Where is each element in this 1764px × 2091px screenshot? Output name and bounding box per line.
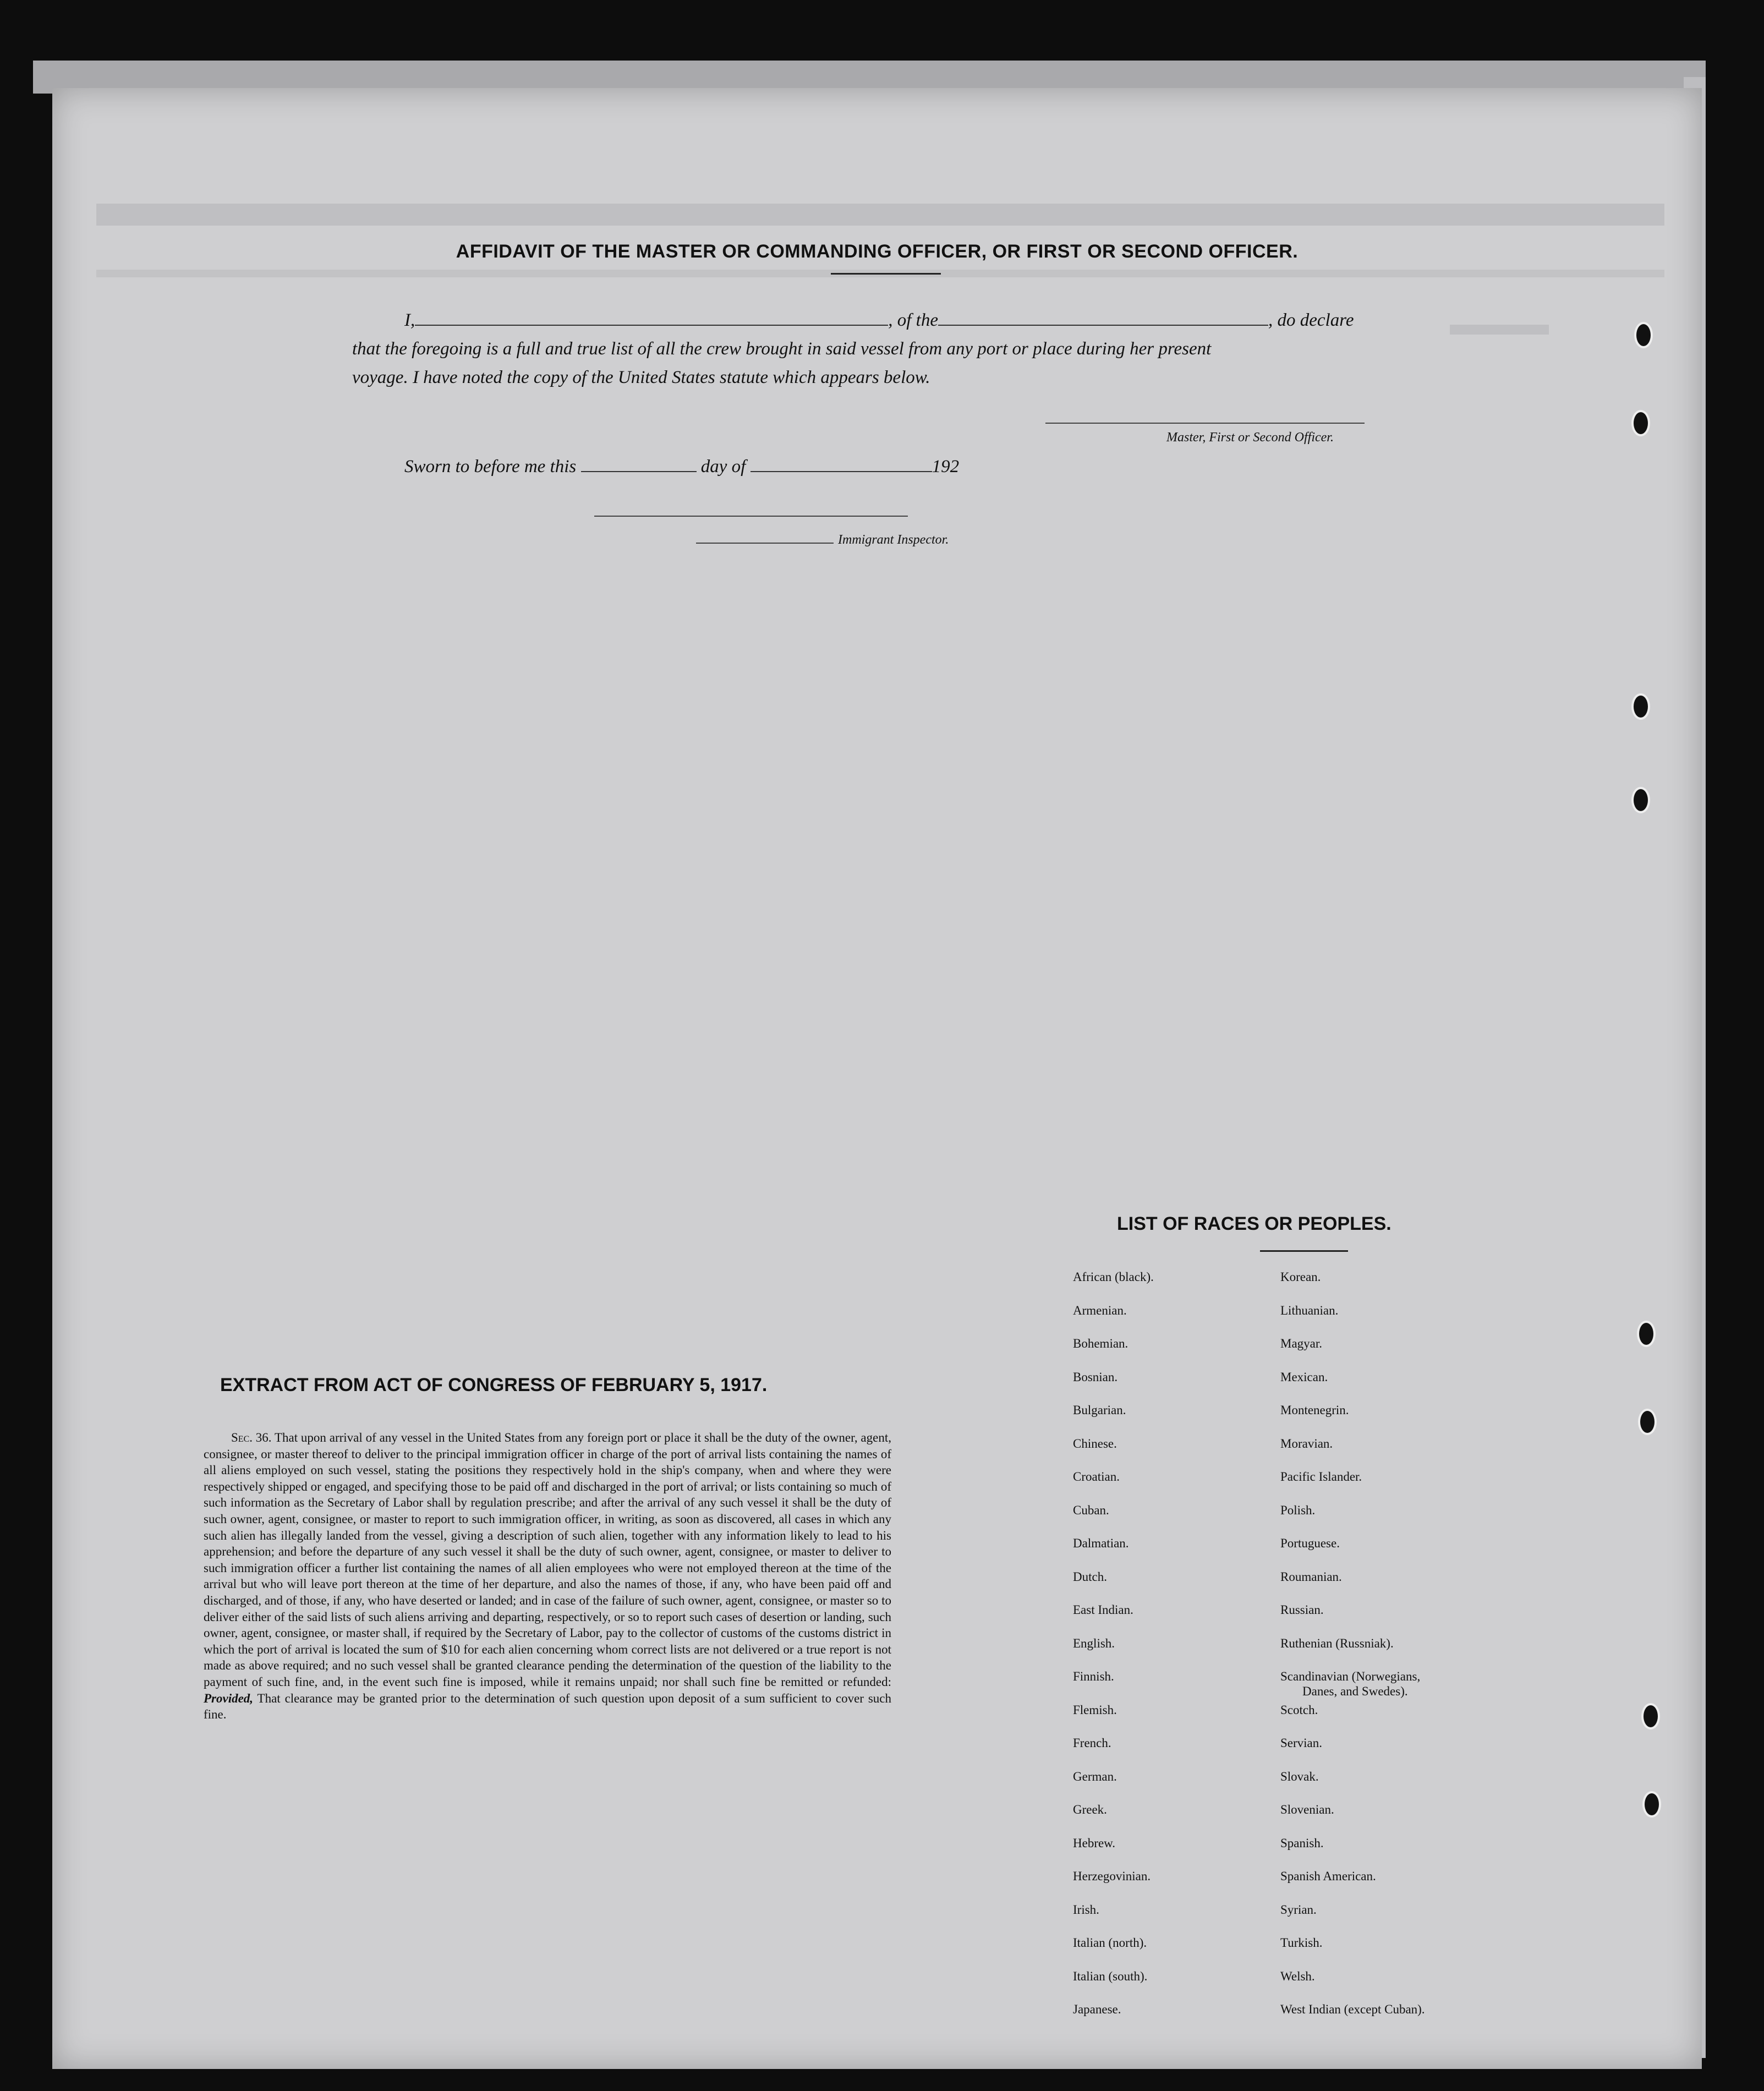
races-title: LIST OF RACES OR PEOPLES. [1117,1213,1392,1234]
race-item: Chinese. [1073,1436,1117,1450]
declaration-i: I, [404,310,415,330]
race-item: Herzegovinian. [1073,1869,1151,1883]
race-item: Moravian. [1280,1436,1333,1450]
race-item: Danes, and Swedes). [1302,1684,1408,1698]
race-item: Cuban. [1073,1503,1109,1517]
race-item: Servian. [1280,1736,1323,1750]
races-title-rule [1260,1250,1348,1252]
race-item: Welsh. [1280,1969,1315,1983]
race-item: Bosnian. [1073,1370,1118,1384]
race-item: Roumanian. [1280,1569,1342,1584]
race-item: Scandinavian (Norwegians, [1280,1669,1421,1683]
race-item: Korean. [1280,1270,1321,1284]
race-item: Dutch. [1073,1569,1107,1584]
race-item: Lithuanian. [1280,1303,1339,1317]
race-item: Flemish. [1073,1703,1117,1717]
race-item: Magyar. [1280,1337,1323,1350]
race-item: East Indian. [1073,1603,1133,1617]
bleed-through-shadow [96,204,1664,226]
race-item: Hebrew. [1073,1836,1116,1850]
affidavit-title-rule [831,273,941,275]
race-item: Spanish American. [1280,1869,1376,1883]
race-item: Irish. [1073,1902,1099,1917]
punch-hole [1641,1703,1660,1729]
race-item: Armenian. [1073,1303,1127,1317]
race-item: English. [1073,1636,1115,1650]
bleed-through-shadow [1450,325,1549,335]
race-item: Mexican. [1280,1370,1328,1384]
vessel-blank[interactable] [938,311,1268,326]
inspector-label: Immigrant Inspector. [838,533,949,547]
affidavit-title: AFFIDAVIT OF THE MASTER OR COMMANDING OFFICER, OR FIRST OR SECOND OFFICER. [456,241,1299,262]
sworn-year: 192 [932,457,960,477]
race-item: Italian (north). [1073,1936,1147,1950]
extract-section-label: Sec. 36. [231,1431,272,1444]
extract-provided-label: Provided, [204,1691,254,1705]
document-page [52,88,1702,2069]
race-item: Turkish. [1280,1936,1323,1950]
punch-hole [1631,410,1650,436]
punch-hole [1642,1791,1661,1818]
declaration-do-declare: , do declare [1268,310,1354,330]
race-item: Japanese. [1073,2002,1121,2016]
race-item: Croatian. [1073,1470,1120,1484]
race-item: Russian. [1280,1603,1324,1617]
race-item: Slovak. [1280,1769,1319,1783]
punch-hole [1637,1321,1656,1347]
race-item: Slovenian. [1280,1803,1334,1816]
inspector-signature-line[interactable] [594,516,908,517]
master-signature-label: Master, First or Second Officer. [1166,430,1334,445]
race-item: German. [1073,1769,1117,1783]
race-item: Ruthenian (Russniak). [1280,1636,1394,1650]
sworn-month-blank[interactable] [750,458,932,472]
race-item: Portuguese. [1280,1536,1340,1550]
race-item: Syrian. [1280,1902,1317,1917]
declaration-line-1 [404,310,1354,331]
declaration-line-2: that the foregoing is a full and true list of all the crew brought in said vessel from any port or place during her present [352,339,1212,359]
punch-hole [1631,693,1650,720]
extract-text-part-1: That upon arrival of any vessel in the United States from any foreign port or place it shall be the duty of the owner, agent, consignee, or master thereof to deliver to the principal immigration officer in charge of the port of arrival lists containing the names of all aliens employed on such vessel, stating the positions they respectively hold in the ship's company, when and where they were respectively shipped or engaged, and specifying those to be paid off and discharged in the port of arrival; or lists containing so much of such information as the Secretary of Labor shall by regulation prescribe; and after the arrival of any such vessel it shall be the duty of such owner, agent, consignee, or master to report to such immigration officer, in writing, as soon as discovered, all cases in which any such alien has illegally landed from the vessel, giving a description of such alien, together with any information likely to lead to his apprehension; and before the departure of any such vessel it shall be the duty of such owner, agent, consignee, or master to deliver to such immigration officer a further list containing the names of all alien employees who were not employed thereon at the time of the arrival but who will leave port thereon at the time of her departure, and also the names of those, if any, who have been paid off and discharged, and of those, if any, who have deserted or landed; and in case of the failure of such owner, agent, consignee, or master so to deliver either of the said lists of such aliens arriving and departing, respectively, or so to report such cases of desertion or landing, such owner, agent, consignee, or master shall, if required by the Secretary of Labor, pay to the collector of customs of the customs district in which the port of arrival is located the sum of $10 for each alien concerning whom correct lists are not delivered or a true report is not made as above required; and no such vessel shall be granted clearance pending the determination of the question of the liability to the payment of such fine, and, in the event such fine is imposed, while it remains unpaid; nor shall such fine be remitted or refunded: [204,1431,891,1689]
punch-hole [1638,1409,1657,1435]
race-item: Bulgarian. [1073,1403,1126,1417]
sworn-day-of: day of [700,457,746,477]
declaration-of-the: , of the [888,310,938,330]
declaration-line-3: voyage. I have noted the copy of the United States statute which appears below. [352,368,930,387]
race-item: Polish. [1280,1503,1316,1517]
race-item: Montenegrin. [1280,1403,1349,1417]
race-item: Dalmatian. [1073,1536,1129,1550]
race-item: Greek. [1073,1803,1107,1816]
punch-hole [1631,787,1650,813]
race-item: African (black). [1073,1270,1154,1284]
race-item: Bohemian. [1073,1337,1128,1350]
extract-title: EXTRACT FROM ACT OF CONGRESS OF FEBRUARY 5, 1917. [220,1375,768,1395]
race-item: West Indian (except Cuban). [1280,2002,1425,2016]
race-item: Spanish. [1280,1836,1324,1850]
sworn-label: Sworn to before me this [404,457,577,477]
sworn-line [404,457,959,477]
race-item: French. [1073,1736,1111,1750]
sworn-day-blank[interactable] [581,458,697,472]
extract-body [204,1430,891,1723]
inspector-short-line [696,543,834,544]
extract-text-part-2: That clearance may be granted prior to the determination of such question upon deposit of a sum sufficient to cover such fine. [204,1691,891,1722]
race-item: Finnish. [1073,1669,1114,1683]
punch-hole [1634,322,1653,348]
race-item: Scotch. [1280,1703,1318,1717]
master-signature-line[interactable] [1045,423,1365,424]
name-blank[interactable] [415,311,888,326]
race-item: Pacific Islander. [1280,1470,1362,1484]
race-item: Italian (south). [1073,1969,1148,1983]
